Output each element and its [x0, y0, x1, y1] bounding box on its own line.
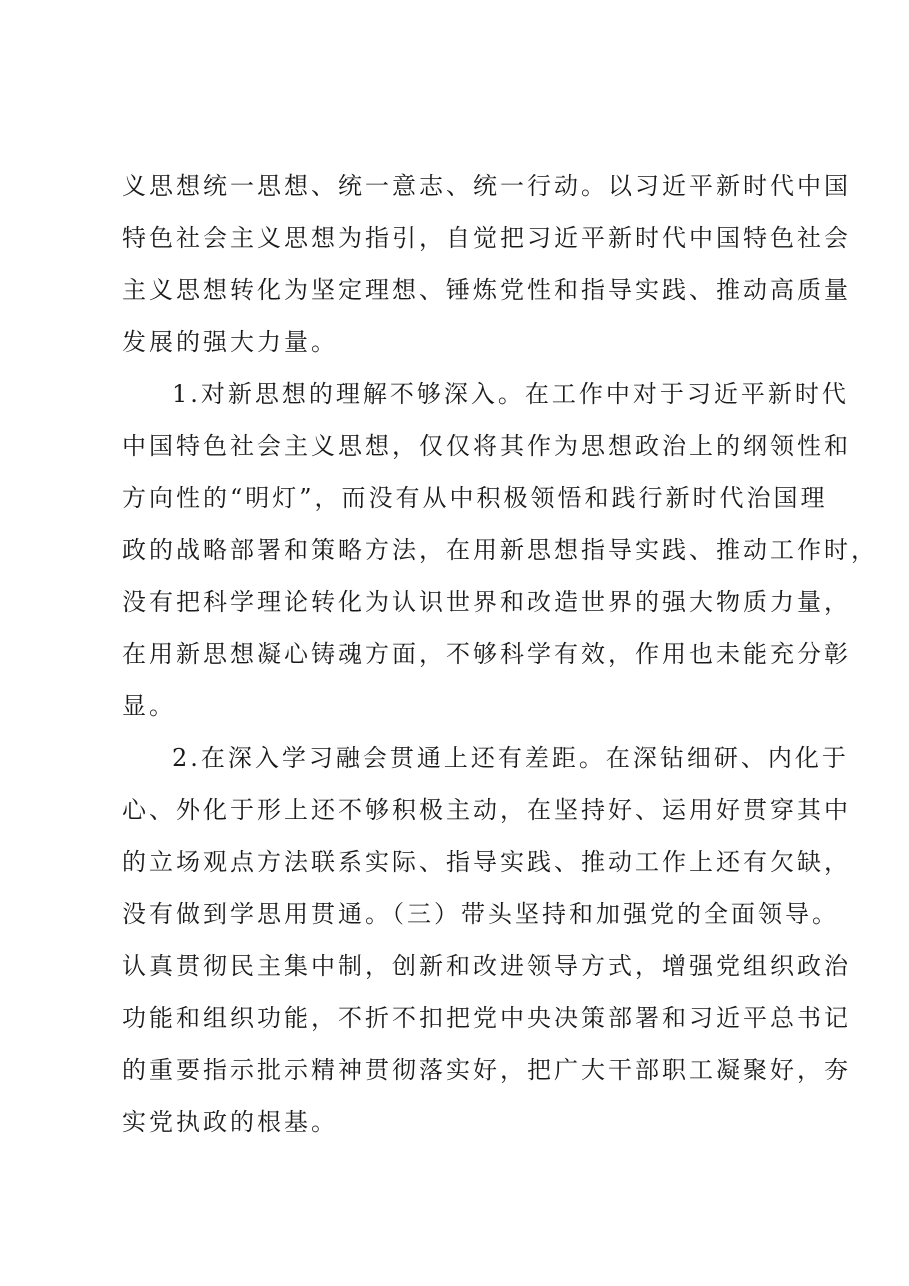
- text-line: 中国特色社会主义思想，仅仅将其作为思想政治上的纲领性和: [122, 432, 851, 460]
- text-line: 在用新思想凝心铸魂方面，不够科学有效，作用也未能充分彰: [122, 640, 851, 668]
- text-line: 特色社会主义思想为指引，自觉把习近平新时代中国特色社会: [122, 224, 851, 252]
- text-line: 功能和组织功能，不折不扣把党中央决策部署和习近平总书记: [122, 1004, 851, 1032]
- text-line: 没有做到学思用贯通。（三）带头坚持和加强党的全面领导。: [122, 900, 839, 928]
- text-line: 的重要指示批示精神贯彻落实好，把广大干部职工凝聚好，夯: [122, 1056, 851, 1084]
- document-body: [122, 160, 878, 1148]
- text-line: 没有把科学理论转化为认识世界和改造世界的强大物质力量，: [122, 588, 851, 616]
- paragraph-2-heading-line: 2.在深入学习融会贯通上还有差距。在深钻细研、内化于: [172, 744, 849, 772]
- text-line: 义思想统一思想、统一意志、统一行动。以习近平新时代中国: [122, 172, 851, 200]
- text-line: 发展的强大力量。: [122, 328, 338, 356]
- text-line: 认真贯彻民主集中制，创新和改进领导方式，增强党组织政治: [122, 952, 851, 980]
- text-line: 实党执政的根基。: [122, 1108, 338, 1136]
- paragraph-1-heading-line: 1.对新思想的理解不够深入。在工作中对于习近平新时代: [172, 380, 849, 408]
- text-line: 的立场观点方法联系实际、指导实践、推动工作上还有欠缺，: [122, 848, 851, 876]
- text-line: 方向性的“明灯”，而没有从中积极领悟和践行新时代治国理: [122, 484, 828, 512]
- text-line: 主义思想转化为坚定理想、锤炼党性和指导实践、推动高质量: [122, 276, 851, 304]
- text-line: 显。: [122, 692, 176, 720]
- text-line: 心、外化于形上还不够积极主动，在坚持好、运用好贯穿其中: [122, 796, 851, 824]
- text-line: 政的战略部署和策略方法，在用新思想指导实践、推动工作时，: [122, 536, 878, 564]
